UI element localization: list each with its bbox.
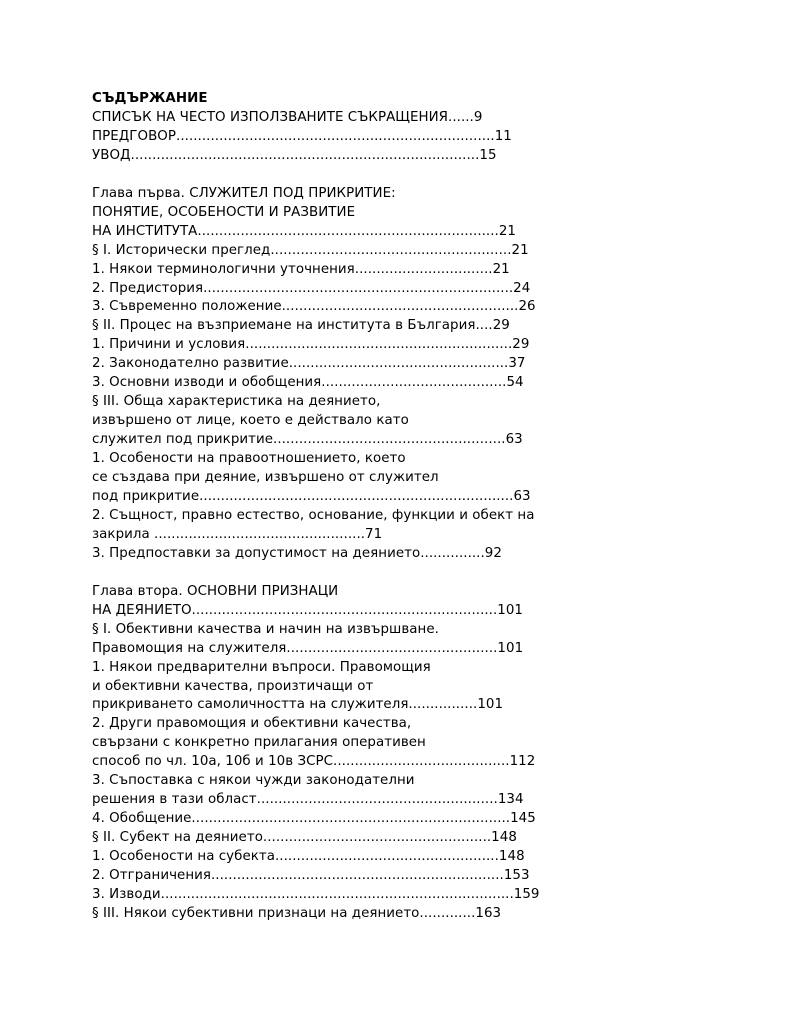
- blank-line: [92, 166, 732, 185]
- toc-entry: Правомощия на служителя.................................................101: [92, 640, 524, 656]
- toc-entry: 3. Съвременно положение.......................................................26: [92, 299, 536, 315]
- toc-entry: се създава при деяние, извършено от служител: [92, 470, 439, 486]
- toc-entry: 1. Особености на субекта....................................................148: [92, 849, 525, 865]
- blank-line: [92, 564, 732, 583]
- toc-entry: и обективни качества, произтичащи от: [92, 678, 374, 694]
- toc-entry: 1. Някои терминологични уточнения................................21: [92, 261, 510, 277]
- toc-entry: прикриването самоличността на служителя................101: [92, 697, 504, 713]
- toc-entry: НА ДЕЯНИЕТО.......................................................................101: [92, 602, 523, 618]
- table-of-contents: [92, 90, 732, 924]
- toc-entry: Глава втора. ОСНОВНИ ПРИЗНАЦИ: [92, 583, 339, 599]
- toc-entry: 4. Обобщение..........................................................................145: [92, 811, 536, 827]
- toc-entry: 2. Предистория........................................................................24: [92, 280, 531, 296]
- toc-entry: 1. Някои предварителни въпроси. Правомощия: [92, 659, 431, 675]
- toc-entry: 2. Отграничения....................................................................153: [92, 868, 530, 884]
- toc-entry: § I. Исторически преглед........................................................21: [92, 242, 529, 258]
- toc-entry: УВОД.................................................................................15: [92, 147, 497, 163]
- toc-entry: закрила .................................................71: [92, 526, 383, 542]
- toc-entry: 2. Същност, правно естество, основание, функции и обект на: [92, 507, 535, 523]
- toc-entry: под прикритие.........................................................................63: [92, 489, 531, 504]
- toc-entry: 1. Особености на правоотношението, което: [92, 451, 406, 467]
- toc-entry: СПИСЪК НА ЧЕСТО ИЗПОЛЗВАНИТЕ СЪКРАЩЕНИЯ......9: [92, 109, 483, 125]
- toc-entry: 2. Други правомощия и обективни качества,: [92, 716, 412, 732]
- toc-entry: ПОНЯТИЕ, ОСОБЕНОСТИ И РАЗВИТИЕ: [92, 204, 356, 220]
- toc-entry: Глава първа. СЛУЖИТЕЛ ПОД ПРИКРИТИЕ:: [92, 185, 396, 201]
- toc-entry: § II. Субект на деянието.....................................................148: [92, 830, 517, 846]
- toc-entry: способ по чл. 10а, 10б и 10в ЗСРС.........................................112: [92, 754, 536, 770]
- toc-entry: § III. Някои субективни признаци на деянието.............163: [92, 905, 502, 921]
- toc-entry: 3. Изводи..................................................................................159: [92, 887, 540, 902]
- toc-entry: НА ИНСТИТУТА......................................................................21: [92, 223, 516, 239]
- toc-entry: § II. Процес на възприемане на института в България....29: [92, 318, 510, 334]
- toc-entry: 3. Основни изводи и обобщения...........................................54: [92, 375, 524, 391]
- toc-entry: извършено от лице, което е действало като: [92, 413, 409, 429]
- toc-heading: СЪДЪРЖАНИЕ: [92, 91, 208, 106]
- toc-entry: § I. Обективни качества и начин на извършване.: [92, 621, 439, 637]
- toc-entry: § III. Обща характеристика на деянието,: [92, 394, 381, 410]
- toc-entry: решения в тази област........................................................134: [92, 792, 524, 808]
- toc-entry: 3. Предпоставки за допустимост на деянието...............92: [92, 545, 502, 561]
- toc-entry: свързани с конкретно прилагания оперативен: [92, 735, 426, 751]
- toc-entry: 3. Съпоставка с някои чужди законодателни: [92, 773, 415, 789]
- toc-entry: служител под прикритие......................................................63: [92, 432, 523, 448]
- toc-entry: 1. Причини и условия..............................................................29: [92, 337, 530, 353]
- toc-entry: ПРЕДГОВОР..........................................................................11: [92, 128, 512, 144]
- toc-entry: 2. Законодателно развитие...................................................37: [92, 356, 526, 372]
